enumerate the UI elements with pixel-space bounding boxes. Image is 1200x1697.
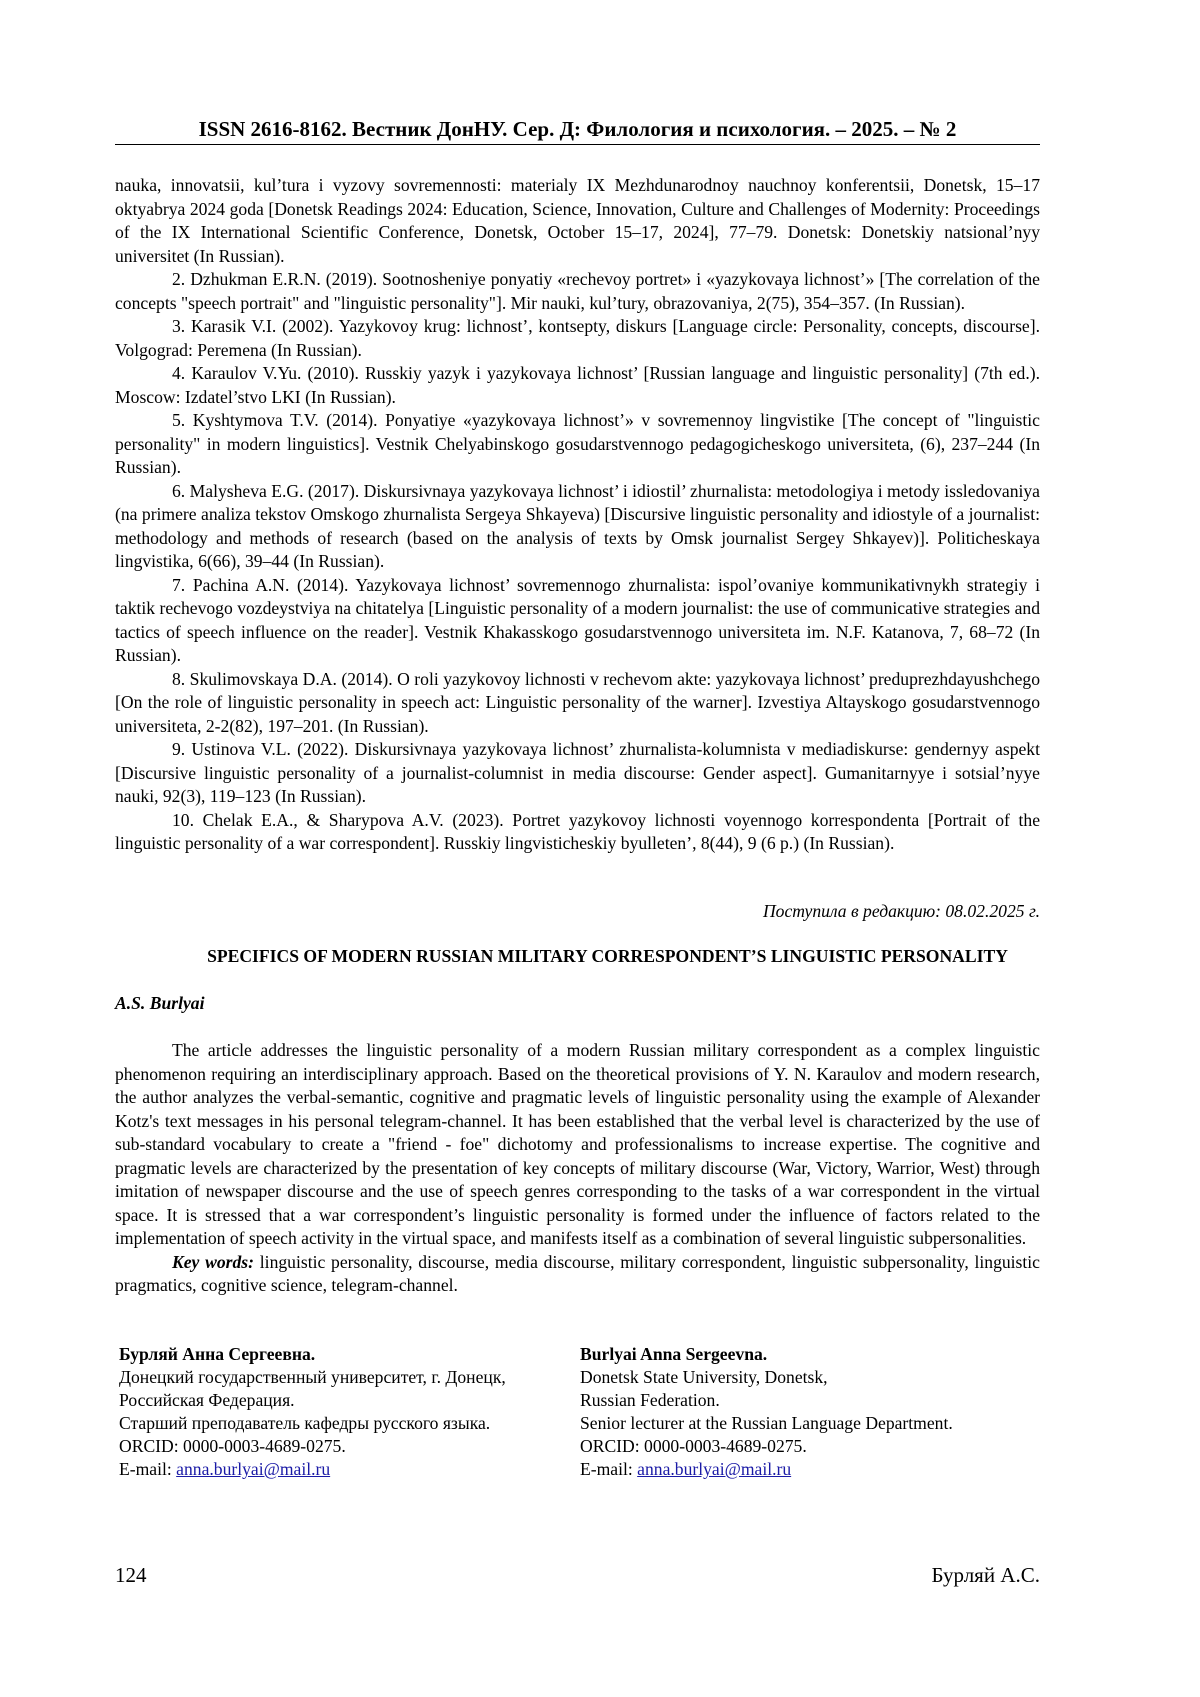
reference-item: 9. Ustinova V.L. (2022). Diskursivnaya yazykovaya lichnost’ zhurnalista-kolumnista v mediadiskurse: gendernyy aspekt [Discursive linguistic personality of a journalist-columnist in media discourse: Gender aspect]. Gumanitarnyye i sotsial’nyye nauki, 92(3), 119–123 (In Russian). — [115, 739, 1040, 806]
affiliation-en-line1: Donetsk State University, Donetsk, — [580, 1367, 828, 1387]
reference-item: 8. Skulimovskaya D.A. (2014). O roli yazykovoy lichnosti v rechevom akte: yazykovaya lichnost’ preduprezhdayushchego [On the role of linguistic personality in speech act: Linguistic personality of the warner]. Izvestiya Altayskogo gosudarstvennogo universiteta, 2-2(82), 197–201. (In Russian). — [115, 668, 1040, 736]
email-row-en — [580, 1458, 1040, 1481]
email-link-en[interactable]: anna.burlyai@mail.ru — [637, 1459, 792, 1479]
orcid-en: ORCID: 0000-0003-4689-0275. — [580, 1436, 807, 1456]
page-number: 124 — [115, 1563, 147, 1587]
reference-item: 4. Karaulov V.Yu. (2010). Russkiy yazyk i yazykovaya lichnost’ [Russian language and linguistic personality] (7th ed.). Moscow: Izdatel’stvo LKI (In Russian). — [115, 363, 1040, 407]
keywords — [115, 1251, 1040, 1298]
email-label-ru: E-mail: — [119, 1459, 172, 1479]
affiliation-ru-line1: Донецкий государственный университет, г. Донецк, — [119, 1367, 506, 1387]
reference-item: 2. Dzhukman E.R.N. (2019). Sootnosheniye ponyatiy «rechevoy portret» i «yazykovaya lichnost’» [The correlation of the concepts "speech portrait" and "linguistic personality"]. Mir nauki, kul’tury, obrazovaniya, 2(75), 354–357. (In Russian). — [115, 269, 1040, 313]
reference-list — [115, 174, 1040, 856]
position-ru: Старший преподаватель кафедры русского языка. — [119, 1413, 491, 1433]
author-name-ru: Бурляй Анна Сергеевна. — [119, 1344, 316, 1364]
reference-item: 3. Karasik V.I. (2002). Yazykovoy krug: lichnost’, kontsepty, diskurs [Language circle: Personality, concepts, discourse]. Volgograd: Peremena (In Russian). — [115, 316, 1040, 360]
affiliation-ru-line2: Российская Федерация. — [119, 1390, 295, 1410]
reference-item: 5. Kyshtymova T.V. (2014). Ponyatiye «yazykovaya lichnost’» v sovremennoy lingvistike [The concept of "linguistic personality" in modern linguistics]. Vestnik Chelyabinskogo gosudarstvennogo pedagogicheskogo universiteta, (6), 237–244 (In Russian). — [115, 410, 1040, 477]
running-footer-author: Бурляй А.С. — [931, 1563, 1040, 1587]
abstract — [115, 1039, 1040, 1298]
author-info-russian — [119, 1343, 579, 1481]
orcid-ru: ORCID: 0000-0003-4689-0275. — [119, 1436, 346, 1456]
affiliation-en-line2: Russian Federation. — [580, 1390, 720, 1410]
keywords-text: linguistic personality, discourse, media discourse, military correspondent, linguistic subpersonality, linguistic pragmatics, cognitive science, telegram-channel. — [115, 1251, 1040, 1295]
reference-item: 6. Malysheva E.G. (2017). Diskursivnaya yazykovaya lichnost’ i idiostil’ zhurnalista: metodologiya i metody issledovaniya (na primere analiza tekstov Omskogo zhurnalista Sergeya Shkayeva) [Discursive linguistic personality and idiostyle of a journalist: methodology and methods of research (based on the analysis of texts by Omsk journalist Sergey Shkayev)]. Politicheskaya lingvistika, 6(66), 39–44 (In Russian). — [115, 480, 1040, 571]
author-name-en: Burlyai Anna Sergeevna. — [580, 1344, 768, 1364]
position-en: Senior lecturer at the Russian Language Department. — [580, 1413, 953, 1433]
article-author: A.S. Burlyai — [115, 993, 205, 1013]
reference-item: nauka, innovatsii, kul’tura i vyzovy sovremennosti: materialy IX Mezhdunarodnoy nauchnoy konferentsii, Donetsk, 15–17 oktyabrya 2024 goda [Donetsk Readings 2024: Education, Science, Innovation, Culture and Challenges of Modernity: Proceedings of the IX International Scientific Conference, Donetsk, October 15–17, 2024], 77–79. Donetsk: Donetskiy natsional’nyy universitet (In Russian). — [115, 175, 1040, 266]
article-title: SPECIFICS OF MODERN RUSSIAN MILITARY CORRESPONDENT’S LINGUISTIC PERSONALITY — [207, 946, 1008, 966]
author-info-english — [580, 1343, 1040, 1481]
reference-item: 7. Pachina A.N. (2014). Yazykovaya lichnost’ sovremennogo zhurnalista: ispol’ovaniye kommunikativnykh strategiy i taktik rechevogo vozdeystviya na chitatelya [Linguistic personality of a modern journalist: the use of communicative strategies and tactics of speech influence on the reader]. Vestnik Khakasskogo gosudarstvennogo universiteta im. N.F. Katanova, 7, 68–72 (In Russian). — [115, 574, 1040, 665]
received-date: Поступила в редакцию: 08.02.2025 г. — [762, 901, 1040, 921]
running-header: ISSN 2616-8162. Вестник ДонНУ. Сер. Д: Филология и психология. – 2025. – № 2 — [115, 116, 1040, 145]
email-row-ru — [119, 1458, 579, 1481]
email-link-ru[interactable]: anna.burlyai@mail.ru — [176, 1459, 331, 1479]
keywords-label: Key words: — [172, 1251, 255, 1272]
reference-item: 10. Chelak E.A., & Sharypova A.V. (2023). Portret yazykovoy lichnosti voyennogo korrespondenta [Portrait of the linguistic personality of a war correspondent]. Russkiy lingvisticheskiy byulleten’, 8(44), 9 (6 p.) (In Russian). — [115, 809, 1040, 853]
abstract-text: The article addresses the linguistic personality of a modern Russian military correspondent as a complex linguistic phenomenon requiring an interdisciplinary approach. Based on the theoretical provisions of Y. N. Karaulov and modern research, the author analyzes the verbal-semantic, cognitive and pragmatic levels of linguistic personality using the example of Alexander Kotz's text messages in his personal telegram-channel. It has been established that the verbal level is characterized by the use of sub-standard vocabulary to create a "friend - foe" dichotomy and professionalisms to increase expertise. The cognitive and pragmatic levels are characterized by the presentation of key concepts of military discourse (War, Victory, Warrior, West) through imitation of newspaper discourse and the use of speech genres corresponding to the tasks of a war correspondent in the virtual space. It is stressed that a war correspondent’s linguistic personality is formed under the influence of factors related to the implementation of speech activity in the virtual space, and manifests itself as a combination of several linguistic subpersonalities. — [115, 1040, 1040, 1248]
email-label-en: E-mail: — [580, 1459, 633, 1479]
